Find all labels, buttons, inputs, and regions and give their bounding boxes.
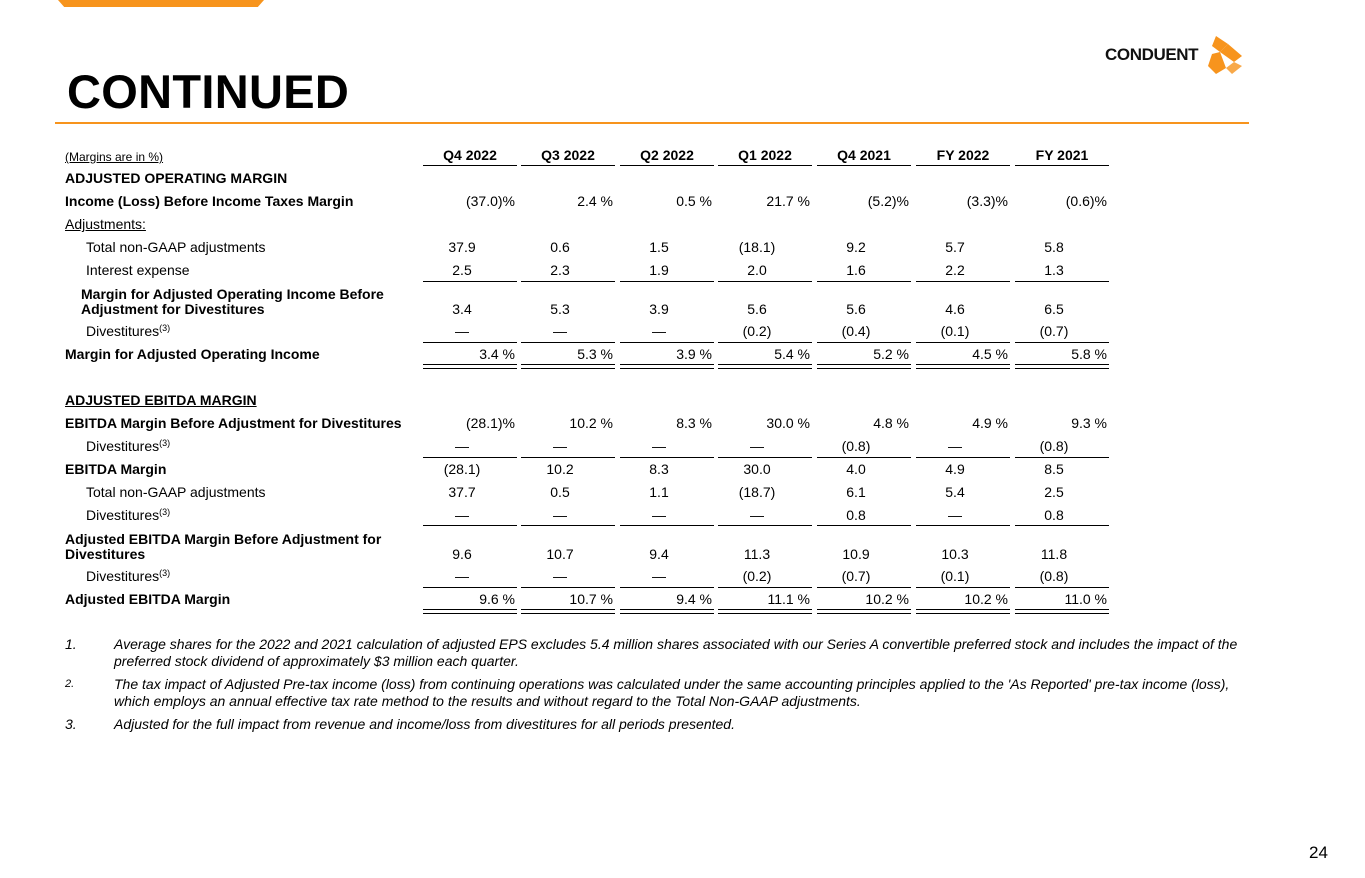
table-cell: 1.1 — [649, 484, 669, 500]
table-cell: (0.7) — [841, 568, 871, 584]
table-double-rule — [1015, 609, 1109, 614]
table-cell: 4.8 % — [873, 415, 909, 431]
table-cell: 4.9 % — [972, 415, 1008, 431]
table-cell: 0.6 — [550, 239, 570, 255]
table-cell: 2.5 — [452, 262, 472, 278]
footnote-text: Average shares for the 2022 and 2021 calculation of adjusted EPS excludes 5.4 million shares associated with our Series A convertible preferred stock and includes the impact of the preferred stock dividend of approximately $3 million each quarter. — [114, 636, 1238, 669]
row-label: Income (Loss) Before Income Taxes Margin — [65, 193, 354, 209]
row-label: Adjusted EBITDA Margin — [65, 591, 231, 607]
table-cell: (0.7) — [1039, 323, 1069, 339]
table-rule — [916, 457, 1010, 458]
table-cell: 0.8 — [846, 507, 866, 523]
table-rule — [521, 342, 615, 343]
table-cell: (0.1) — [940, 323, 970, 339]
table-cell: 10.2 % — [964, 591, 1008, 607]
table-cell: (3.3)% — [966, 193, 1008, 209]
table-rule — [916, 525, 1010, 526]
table-double-rule — [817, 609, 911, 614]
table-cell: 9.3 % — [1071, 415, 1107, 431]
table-cell: (28.1) — [443, 461, 481, 477]
table-cell: 3.9 % — [676, 346, 712, 362]
table-cell: — — [652, 568, 666, 584]
table-cell: (0.8) — [841, 438, 871, 454]
table-cell: 5.7 — [945, 239, 965, 255]
table-rule — [423, 587, 517, 588]
table-cell: 2.5 — [1044, 484, 1064, 500]
table-cell: 5.3 % — [577, 346, 613, 362]
row-label: Margin for Adjusted Operating Income — [65, 346, 320, 362]
col-header: Q4 2022 — [443, 147, 497, 163]
row-label-cont: Adjustment for Divestitures — [81, 301, 265, 317]
table-rule — [1015, 587, 1109, 588]
table-rule — [620, 165, 714, 166]
table-rule — [718, 587, 812, 588]
table-cell: 37.9 — [448, 239, 476, 255]
table-cell: — — [553, 568, 567, 584]
table-cell: 10.2 — [546, 461, 574, 477]
table-cell: 2.3 — [550, 262, 570, 278]
table-double-rule — [916, 609, 1010, 614]
table-cell: (18.1) — [738, 239, 776, 255]
row-label: ADJUSTED EBITDA MARGIN — [65, 392, 257, 408]
table-rule — [916, 587, 1010, 588]
col-header: FY 2022 — [936, 147, 990, 163]
table-cell: 37.7 — [448, 484, 476, 500]
table-cell: (0.8) — [1039, 438, 1069, 454]
row-label: EBITDA Margin Before Adjustment for Divestitures — [65, 415, 402, 431]
table-rule — [620, 525, 714, 526]
footnote-number: 3. — [65, 716, 77, 732]
table-double-rule — [817, 364, 911, 369]
table-cell: (0.4) — [841, 323, 871, 339]
footnote-text: Adjusted for the full impact from revenue and income/loss from divestitures for all periods presented. — [114, 716, 735, 732]
table-cell: 5.2 % — [873, 346, 909, 362]
row-label: EBITDA Margin — [65, 461, 167, 477]
table-cell: 2.0 — [747, 262, 767, 278]
table-cell: 6.1 — [846, 484, 866, 500]
table-cell: — — [553, 507, 567, 523]
table-cell: 9.6 % — [479, 591, 515, 607]
table-rule — [1015, 457, 1109, 458]
table-cell: 2.4 % — [577, 193, 613, 209]
table-cell: 3.9 — [649, 301, 669, 317]
table-cell: (18.7) — [738, 484, 776, 500]
table-cell: (0.2) — [742, 323, 772, 339]
table-rule — [916, 165, 1010, 166]
table-double-rule — [620, 609, 714, 614]
table-cell: 11.1 % — [767, 591, 810, 607]
table-cell: 9.4 — [649, 546, 669, 562]
table-double-rule — [916, 364, 1010, 369]
table-rule — [817, 587, 911, 588]
table-cell: 5.8 — [1044, 239, 1064, 255]
table-cell: 4.6 — [945, 301, 965, 317]
table-cell: — — [455, 568, 469, 584]
table-rule — [521, 165, 615, 166]
table-rule — [423, 525, 517, 526]
table-cell: 5.4 % — [774, 346, 810, 362]
table-cell: 9.6 — [452, 546, 472, 562]
table-double-rule — [1015, 364, 1109, 369]
col-header: Q2 2022 — [640, 147, 694, 163]
table-cell: — — [948, 438, 962, 454]
table-rule — [916, 281, 1010, 282]
table-cell: 6.5 — [1044, 301, 1064, 317]
row-label: Total non-GAAP adjustments — [86, 484, 266, 500]
row-label: Divestitures$^{(3)}$ — [86, 507, 171, 523]
footnote-number: 2. — [65, 678, 75, 690]
table-cell: 1.9 — [649, 262, 669, 278]
table-cell: (0.8) — [1039, 568, 1069, 584]
row-label: Adjusted EBITDA Margin Before Adjustment for — [65, 531, 382, 547]
row-label: Total non-GAAP adjustments — [86, 239, 266, 255]
table-cell: 9.2 — [846, 239, 866, 255]
table-cell: 4.9 — [945, 461, 965, 477]
table-cell: 1.5 — [649, 239, 669, 255]
table-cell: (28.1)% — [465, 415, 515, 431]
table-double-rule — [521, 364, 615, 369]
table-cell: 21.7 % — [766, 193, 810, 209]
table-rule — [521, 587, 615, 588]
row-label: Adjustments: — [65, 216, 146, 232]
table-rule — [1015, 342, 1109, 343]
table-cell: 10.7 — [546, 546, 574, 562]
col-header: Q3 2022 — [541, 147, 595, 163]
table-rule — [620, 281, 714, 282]
table-cell: — — [553, 438, 567, 454]
col-header: Q4 2021 — [837, 147, 891, 163]
table-double-rule — [423, 609, 517, 614]
row-label: Divestitures$^{(3)}$ — [86, 568, 171, 584]
table-cell: 9.4 % — [676, 591, 712, 607]
page-number: 24 — [1309, 843, 1328, 862]
table-rule — [1015, 281, 1109, 282]
table-double-rule — [718, 364, 812, 369]
table-cell: 0.5 % — [676, 193, 712, 209]
table-cell: — — [652, 323, 666, 339]
table-cell: 2.2 — [945, 262, 965, 278]
table-rule — [1015, 165, 1109, 166]
table-cell: 10.7 % — [569, 591, 613, 607]
table-double-rule — [521, 609, 615, 614]
table-cell: 11.3 — [743, 546, 771, 562]
table-cell: 5.6 — [846, 301, 866, 317]
table-rule — [817, 281, 911, 282]
table-cell: — — [750, 438, 764, 454]
table-rule — [423, 281, 517, 282]
table-note: (Margins are in %) — [65, 150, 164, 164]
table-cell: — — [455, 323, 469, 339]
table-rule — [423, 457, 517, 458]
table-cell: (5.2)% — [867, 193, 909, 209]
table-cell: 0.5 — [550, 484, 570, 500]
table-rule — [620, 457, 714, 458]
table-rule — [521, 525, 615, 526]
table-cell: — — [948, 507, 962, 523]
table-cell: — — [750, 507, 764, 523]
table-cell: 11.8 — [1040, 546, 1068, 562]
page-title: CONTINUED — [67, 65, 350, 118]
logo-text: CONDUENT — [1105, 45, 1199, 64]
table-cell: 30.0 — [743, 461, 771, 477]
footnote-text: The tax impact of Adjusted Pre-tax income (loss) from continuing operations was calculated under the same accounting principles applied to the 'As Reported' pre-tax income (loss), which employs an annual effective tax rate method to the results and without regard to the Total Non-GAAP adjustments. — [114, 676, 1230, 709]
col-header: FY 2021 — [1035, 147, 1089, 163]
table-cell: 3.4 — [452, 301, 472, 317]
row-label: Divestitures$^{(3)}$ — [86, 438, 171, 454]
row-label-cont: Divestitures — [65, 546, 146, 562]
table-rule — [1015, 525, 1109, 526]
table-rule — [620, 587, 714, 588]
table-rule — [718, 342, 812, 343]
table-cell: — — [652, 507, 666, 523]
table-cell: 11.0 % — [1064, 591, 1107, 607]
table-rule — [718, 525, 812, 526]
table-rule — [817, 457, 911, 458]
table-cell: — — [455, 438, 469, 454]
table-cell: 1.3 — [1044, 262, 1064, 278]
table-rule — [718, 165, 812, 166]
table-rule — [423, 165, 517, 166]
table-rule — [521, 457, 615, 458]
row-label: Interest expense — [86, 262, 190, 278]
table-double-rule — [620, 364, 714, 369]
table-cell: 4.0 — [846, 461, 866, 477]
table-cell: 5.4 — [945, 484, 965, 500]
table-rule — [817, 165, 911, 166]
table-rule — [718, 281, 812, 282]
table-cell: 4.5 % — [972, 346, 1008, 362]
row-label: ADJUSTED OPERATING MARGIN — [65, 170, 288, 186]
table-cell: 3.4 % — [479, 346, 515, 362]
table-double-rule — [718, 609, 812, 614]
table-cell: — — [455, 507, 469, 523]
table-cell: — — [553, 323, 567, 339]
table-cell: 8.3 — [649, 461, 669, 477]
row-label: Margin for Adjusted Operating Income Before — [81, 286, 384, 302]
table-rule — [817, 525, 911, 526]
table-cell: (0.6)% — [1065, 193, 1107, 209]
table-cell: 5.6 — [747, 301, 767, 317]
table-cell: 5.3 — [550, 301, 570, 317]
footnote-number: 1. — [65, 636, 77, 652]
col-header: Q1 2022 — [738, 147, 792, 163]
table-cell: (37.0)% — [465, 193, 515, 209]
table-rule — [916, 342, 1010, 343]
row-label: Divestitures$^{(3)}$ — [86, 323, 171, 339]
table-rule — [521, 281, 615, 282]
table-cell: 1.6 — [846, 262, 866, 278]
table-cell: (0.1) — [940, 568, 970, 584]
table-cell: 8.5 — [1044, 461, 1064, 477]
table-rule — [423, 342, 517, 343]
table-cell: 8.3 % — [676, 415, 712, 431]
table-cell: (0.2) — [742, 568, 772, 584]
table-double-rule — [423, 364, 517, 369]
table-rule — [817, 342, 911, 343]
table-cell: 10.9 — [842, 546, 870, 562]
table-cell: 30.0 % — [766, 415, 810, 431]
table-cell: 10.2 % — [569, 415, 613, 431]
table-rule — [620, 342, 714, 343]
table-cell: — — [652, 438, 666, 454]
table-rule — [718, 457, 812, 458]
table-cell: 10.3 — [941, 546, 969, 562]
table-cell: 0.8 — [1044, 507, 1064, 523]
table-cell: 10.2 % — [865, 591, 909, 607]
table-cell: 5.8 % — [1071, 346, 1107, 362]
